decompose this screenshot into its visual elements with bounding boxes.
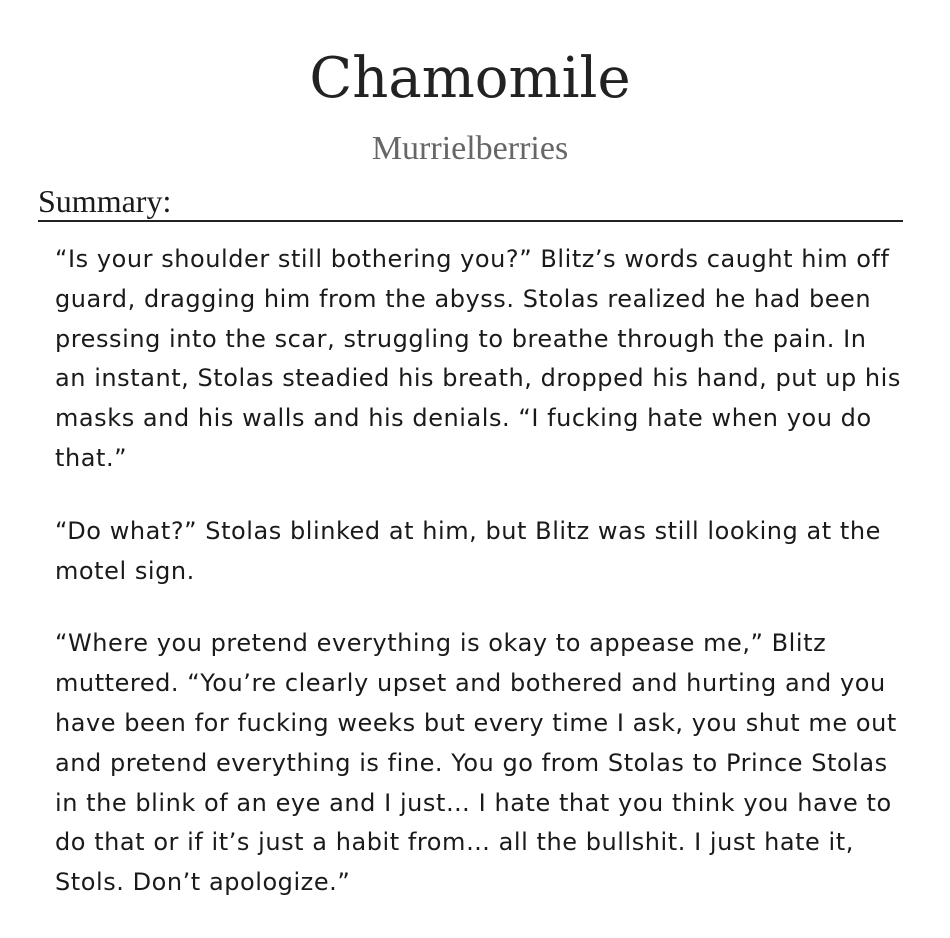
summary-paragraph: “Do what?” Stolas blinked at him, but Blitz was still looking at the motel sign. [55,516,881,585]
summary-body [55,240,905,936]
summary-heading: Summary: [38,182,903,222]
author-name[interactable]: Murrielberries [371,130,569,167]
summary-paragraph: “Is your shoulder still bothering you?” Blitz’s words caught him off guard, dragging him from the abyss. Stolas realized he had been pressing into the scar, struggling to breathe through the pain. In an instant, Stolas steadied his breath, dropped his hand, put up his masks and his walls and his denials. “I fucking hate when you do that.” [55,245,901,472]
work-title: Chamomile [309,46,631,111]
summary-paragraph: “Where you pretend everything is okay to appease me,” Blitz muttered. “You’re clearly upset and bothered and hurting and you have been for fucking weeks but every time I ask, you shut me out and pretend everything is fine. You go from Stolas to Prince Stolas in the blink of an eye and I just… I hate that you think you have to do that or if it’s just a habit from… all the bullshit. I just hate it, Stols. Don’t apologize.” [55,629,897,897]
